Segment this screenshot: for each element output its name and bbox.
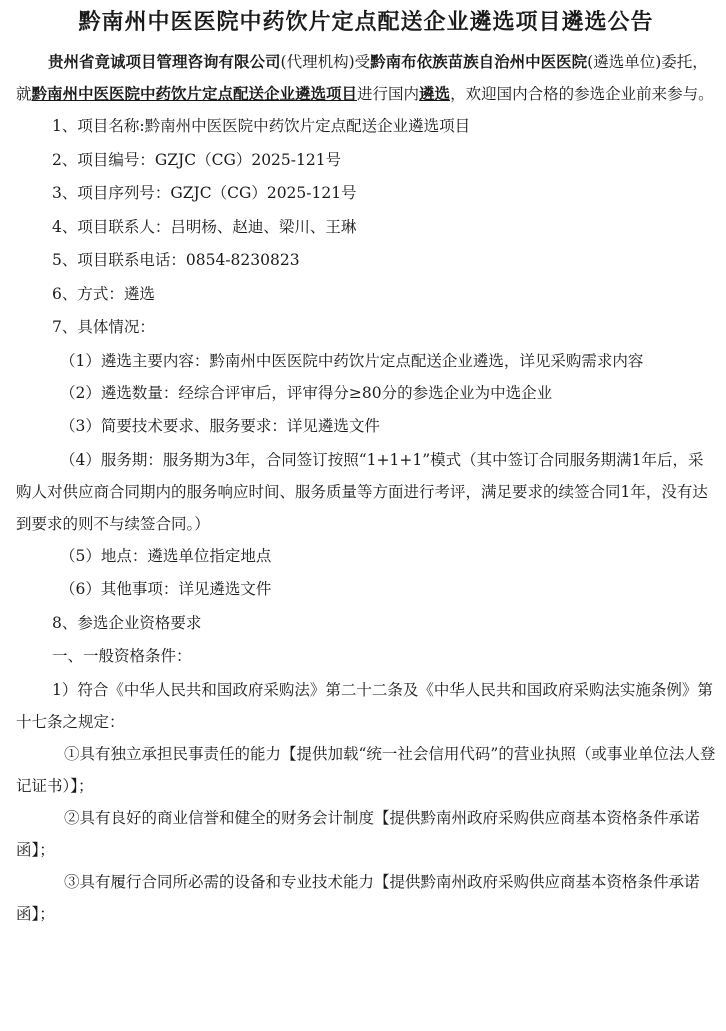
detail-quantity: （2）遴选数量：经综合评审后，评审得分≥80分的参选企业为中选企业	[60, 383, 553, 402]
law-clause: 1）符合《中华人民共和国政府采购法》第二十二条及《中华人民共和国政府采购法实施条例》第十七条之规定：	[16, 680, 713, 731]
item-project-name: 1、项目名称:黔南州中医医院中药饮片定点配送企业遴选项目	[52, 117, 471, 135]
intro-mid: 进行国内	[357, 85, 420, 103]
condition-item: ①具有独立承担民事责任的能力【提供加载“统一社会信用代码”的营业执照（或事业单位法人登记证书）】；	[16, 744, 716, 795]
client-role: (遴选单位)委托，就	[16, 53, 708, 103]
intro-tail: ，欢迎国内合格的参选企业前来参与。	[450, 85, 714, 103]
agency-role: (代理机构)受	[280, 53, 371, 71]
project-name: 黔南州中医医院中药饮片定点配送企业遴选项目	[31, 84, 358, 103]
page-title: 黔南州中医医院中药饮片定点配送企业遴选项目遴选公告	[78, 10, 654, 35]
general-conditions-heading: 一、一般资格条件：	[52, 647, 192, 665]
agency-name: 贵州省竟诚项目管理咨询有限公司	[48, 52, 281, 71]
item-method: 6、方式：遴选	[52, 284, 155, 303]
detail-main-content: （1）遴选主要内容：黔南州中医医院中药饮片定点配送企业遴选，详见采购需求内容	[60, 351, 644, 370]
item-phone: 5、项目联系电话：0854-8230823	[52, 251, 300, 269]
detail-other: （6）其他事项：详见遴选文件	[60, 580, 272, 598]
condition-item: ③具有履行合同所必需的设备和专业技术能力【提供黔南州政府采购供应商基本资格条件承诺函】；	[16, 872, 700, 923]
condition-item: ②具有良好的商业信誉和健全的财务会计制度【提供黔南州政府采购供应商基本资格条件承诺函】；	[16, 808, 700, 859]
item-project-serial: 3、项目序列号：GZJC（CG）2025-121号	[52, 184, 357, 202]
procurement-mode: 遴选	[419, 84, 451, 103]
client-name: 黔南布依族苗族自治州中医医院	[370, 52, 588, 71]
item-details-heading: 7、具体情况：	[52, 318, 155, 336]
detail-service-period: （4）服务期：服务期为3年，合同签订按照“1+1+1”模式（其中签订合同服务期满1年后，采购人对供应商合同期内的服务响应时间、服务质量等方面进行考评，满足要求的续签合同1年，没有达到要求的则不与续签合同。）	[16, 450, 708, 533]
detail-location: （5）地点：遴选单位指定地点	[60, 546, 272, 565]
qualification-heading: 8、参选企业资格要求	[52, 613, 202, 632]
detail-requirements: （3）简要技术要求、服务要求：详见遴选文件	[60, 417, 380, 435]
intro-paragraph	[16, 46, 716, 110]
item-project-number: 2、项目编号：GZJC（CG）2025-121号	[52, 150, 342, 169]
item-contacts: 4、项目联系人：吕明杨、赵迪、梁川、王琳	[52, 217, 357, 236]
